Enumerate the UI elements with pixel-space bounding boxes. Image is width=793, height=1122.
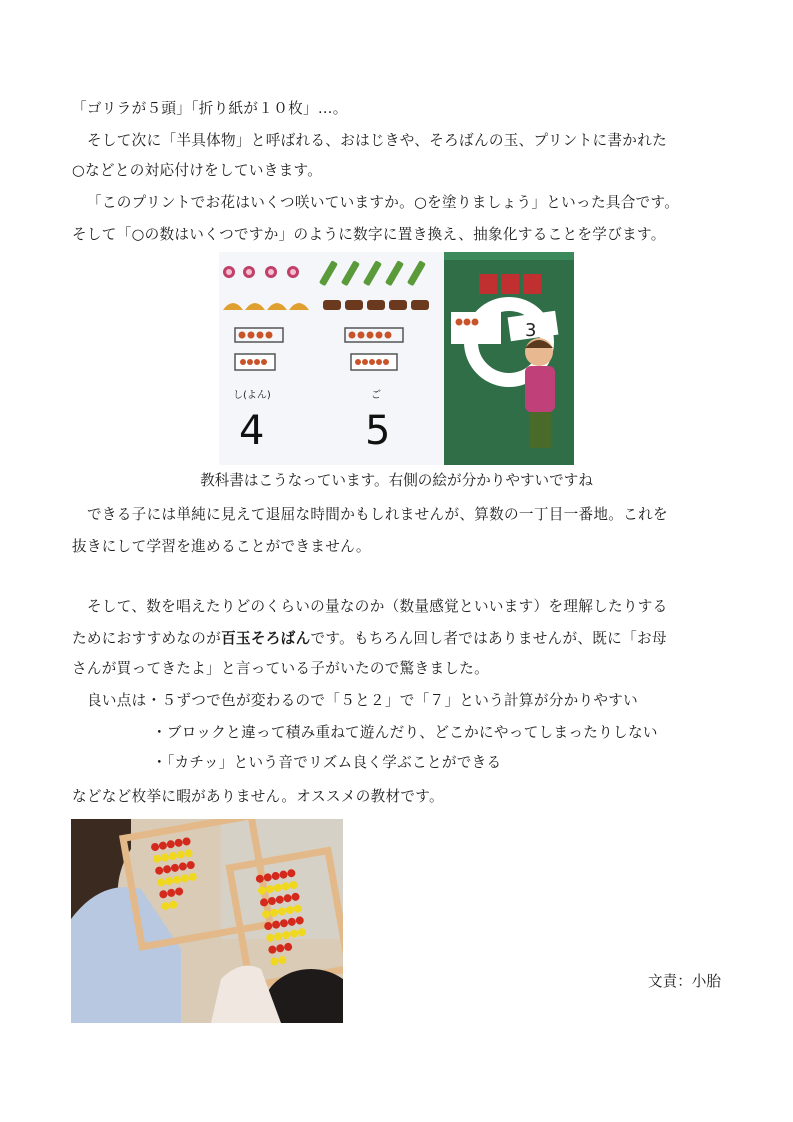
paragraph-line: ○などとの対応付けをしていきます。 bbox=[72, 162, 323, 179]
paragraph-line: などなど枚挙に暇がありません。オススメの教材です。 bbox=[72, 788, 444, 805]
author-credit: 文責：小胎 bbox=[648, 973, 721, 990]
good-point-2: ・ブロックと違って積み重ねて遊んだり、どこかにやってしまったりしない bbox=[152, 724, 658, 741]
emphasis-hyakudama-soroban: 百玉そろばん bbox=[221, 630, 311, 647]
text-span: ためにおすすめなのが bbox=[72, 630, 222, 647]
reading-label-5: ご bbox=[371, 390, 381, 401]
paragraph-line: そして次に「半具体物」と呼ばれる、おはじきや、そろばんの玉、プリントに書かれた bbox=[87, 132, 667, 149]
textbook-figure bbox=[219, 252, 574, 465]
paragraph-line: 「ゴリラが５頭」「折り紙が１０枚」…。 bbox=[72, 100, 348, 117]
paragraph-line: そして「○の数はいくつですか」のように数字に置き換え、抽象化することを学びます。 bbox=[72, 226, 666, 243]
good-point-3: ・「カチッ」という音でリズム良く学ぶことができる bbox=[152, 754, 502, 771]
numeral-5: 5 bbox=[365, 408, 391, 454]
paragraph-line: できる子には単純に見えて退屈な時間かもしれませんが、算数の一丁目一番地。これを bbox=[87, 506, 668, 523]
text-span: です。もちろん回し者ではありませんが、既に「お母 bbox=[310, 630, 667, 647]
card-number: 3 bbox=[525, 320, 537, 341]
abacus-photo bbox=[71, 819, 343, 1023]
paragraph-line: 「このプリントでお花はいくつ咲いていますか。○を塗りましょう」といった具合です。 bbox=[87, 194, 680, 211]
reading-label-4: し(よん) bbox=[233, 390, 271, 401]
paragraph-line: そして、数を唱えたりどのくらいの量なのか（数量感覚といいます）を理解したりする bbox=[87, 598, 668, 615]
figure-caption: 教科書はこうなっています。右側の絵が分かりやすいですね bbox=[200, 472, 593, 489]
numeral-4: 4 bbox=[239, 408, 265, 454]
paragraph-line: 抜きにして学習を進めることができません。 bbox=[72, 538, 371, 555]
paragraph-line bbox=[72, 628, 667, 650]
paragraph-line: さんが買ってきたよ」と言っている子がいたので驚きました。 bbox=[72, 660, 490, 677]
good-point-1: 良い点は・５ずつで色が変わるので「５と２」で「７」という計算が分かりやすい bbox=[87, 692, 639, 709]
